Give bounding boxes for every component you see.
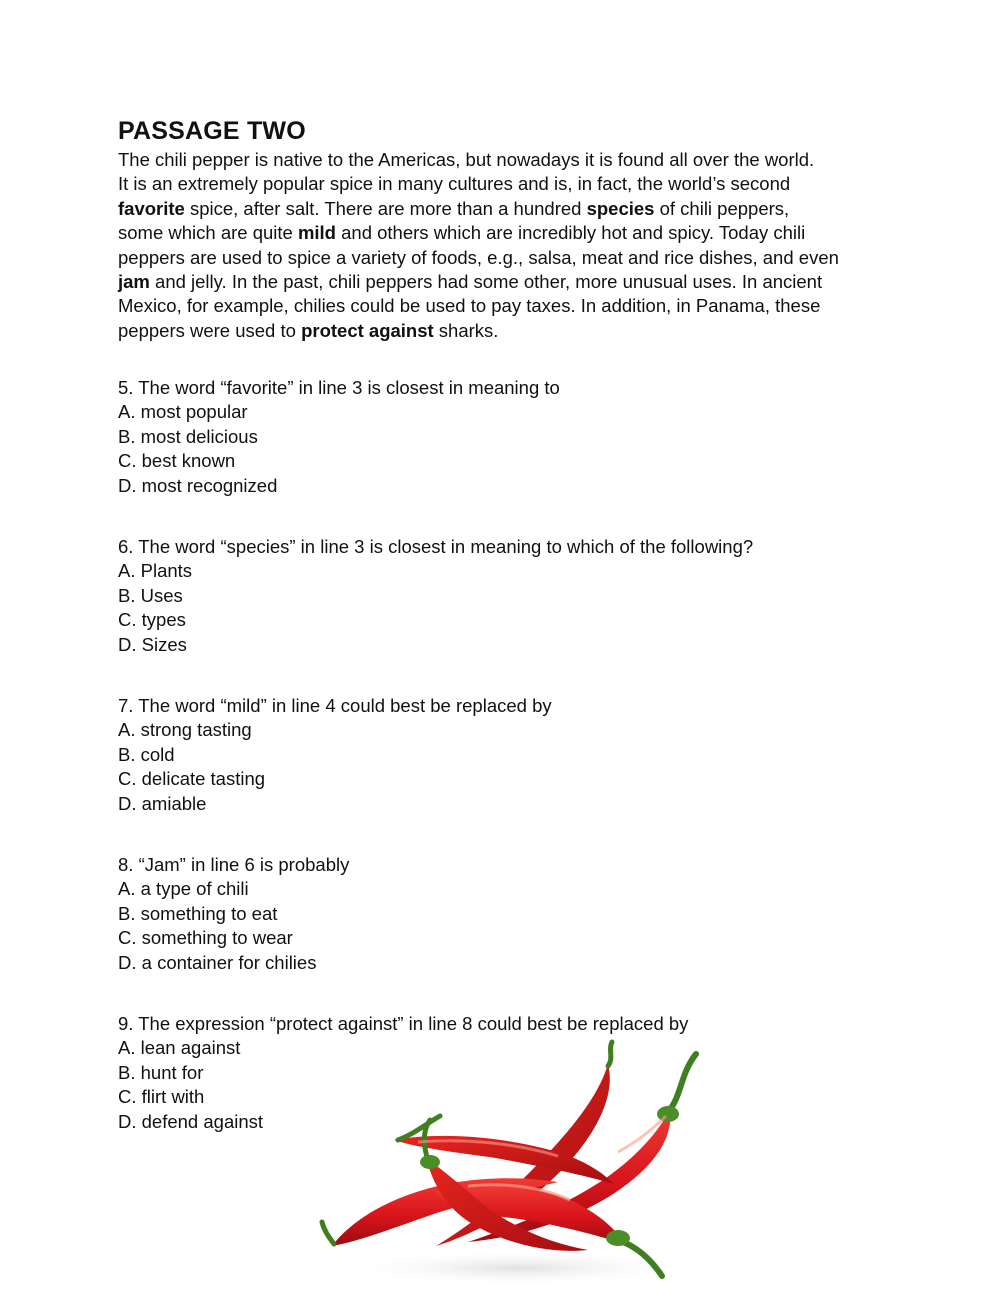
option-a[interactable]: A. Plants (118, 560, 193, 582)
keyword-mild: mild (297, 222, 336, 244)
pepper-stem (608, 1042, 612, 1066)
question-stem: 6. The word “species” in line 3 is closest in meaning to which of the following? (118, 536, 754, 557)
option-d[interactable]: D. Sizes (118, 633, 187, 655)
option-a[interactable]: A. most popular (118, 401, 248, 423)
option-d[interactable]: D. most recognized (118, 474, 278, 496)
passage-line: The chili pepper is native to the Americas, but nowadays it is found all over the world. (118, 149, 815, 170)
keyword-favorite: favorite (118, 197, 185, 219)
passage-line: some which are quite mild and others which are incredibly hot and spicy. Today chili (118, 222, 806, 244)
option-d[interactable]: D. defend against (118, 1110, 264, 1132)
option-d[interactable]: D. a container for chilies (118, 951, 317, 973)
pepper-stem (322, 1222, 334, 1244)
option-a[interactable]: A. lean against (118, 1037, 241, 1059)
passage-line: It is an extremely popular spice in many cultures and is, in fact, the world’s second (118, 173, 791, 195)
option-c[interactable]: C. best known (118, 450, 236, 472)
passage-title: PASSAGE TWO (118, 117, 306, 145)
option-a[interactable]: A. a type of chili (118, 878, 249, 900)
keyword-species: species (586, 197, 655, 219)
question-stem: 7. The word “mild” in line 4 could best be replaced by (118, 695, 552, 716)
option-b[interactable]: B. hunt for (118, 1061, 204, 1083)
keyword-protect-against: protect against (301, 319, 434, 341)
pepper-calyx (420, 1155, 440, 1169)
option-b[interactable]: B. cold (118, 743, 175, 765)
option-c[interactable]: C. flirt with (118, 1086, 205, 1108)
option-c[interactable]: C. something to wear (118, 927, 293, 949)
chili-peppers-image (318, 1032, 716, 1291)
option-a[interactable]: A. strong tasting (118, 719, 252, 741)
question-stem: 9. The expression “protect against” in line 8 could best be replaced by (118, 1013, 689, 1034)
passage-line: jam and jelly. In the past, chili peppers had some other, more unusual uses. In ancient (118, 271, 823, 293)
option-c[interactable]: C. types (118, 609, 186, 631)
question-6 (118, 535, 753, 657)
option-b[interactable]: B. most delicious (118, 425, 258, 447)
question-stem: 5. The word “favorite” in line 3 is closest in meaning to (118, 377, 560, 398)
question-stem: 8. “Jam” in line 6 is probably (118, 854, 350, 875)
question-8 (118, 853, 349, 975)
pepper-stem (668, 1054, 696, 1112)
passage-line: favorite spice, after salt. There are more than a hundred species of chili peppers, (118, 197, 790, 219)
option-d[interactable]: D. amiable (118, 792, 207, 814)
option-c[interactable]: C. delicate tasting (118, 768, 266, 790)
question-5 (118, 376, 560, 498)
passage-line: peppers were used to protect against sharks. (118, 319, 499, 341)
question-7 (118, 694, 552, 816)
option-b[interactable]: B. something to eat (118, 902, 278, 924)
option-b[interactable]: B. Uses (118, 584, 183, 606)
passage-line: Mexico, for example, chilies could be used to pay taxes. In addition, in Panama, these (118, 295, 821, 317)
passage-line: peppers are used to spice a variety of foods, e.g., salsa, meat and rice dishes, and even (118, 246, 839, 268)
pepper-calyx (606, 1230, 630, 1246)
keyword-jam: jam (118, 271, 150, 293)
passage-text (118, 148, 908, 343)
